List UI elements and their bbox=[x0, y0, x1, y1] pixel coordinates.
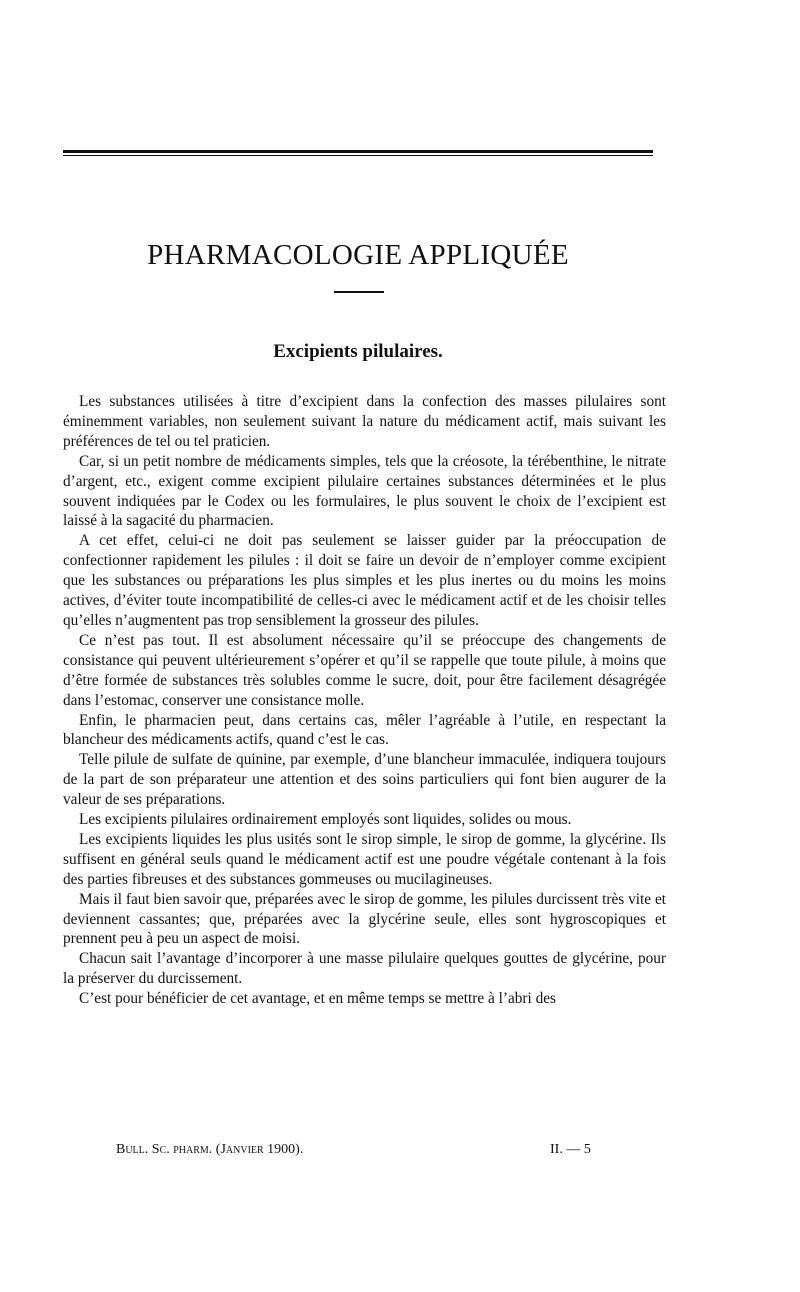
paragraph: Telle pilule de sulfate de quinine, par exemple, d’une blancheur immaculée, indiquera toujours de la part de son préparateur une attention et des soins particuliers qui font bien augurer de la valeur de ses préparations. bbox=[63, 751, 666, 809]
paragraph: Les excipients liquides les plus usités sont le sirop simple, le sirop de gomme, la glycérine. Ils suffisent en général seuls quand le médicament actif est une poudre végétale contenant à la fois des parties fibreuses et des substances gommeuses ou mucilagineuses. bbox=[63, 830, 666, 888]
header-double-rule bbox=[63, 150, 653, 158]
paragraph: A cet effet, celui-ci ne doit pas seulement se laisser guider par la préoccupation de confectionner rapidement les pilules : il doit se faire un devoir de n’employer comme excipient que les substances ou préparations les plus simples et les plus inertes ou du moins les moins actives, d’éviter toute incompatibilité de celles-ci avec le médicament actif et de les choisir telles qu’elles n’augmentent pas trop sensiblement la grosseur des pilules. bbox=[63, 532, 666, 629]
page-footer bbox=[63, 1140, 666, 1160]
title-divider bbox=[334, 291, 384, 293]
paragraph: Les excipients pilulaires ordinairement employés sont liquides, solides ou mous. bbox=[79, 811, 572, 829]
paragraph: Les substances utilisées à titre d’excipient dans la confection des masses pilulaires sont éminemment variables, non seulement suivant la nature du médicament actif, mais suivant les préférences de tel ou tel praticien. bbox=[63, 393, 666, 450]
page-number: II. — 5 bbox=[550, 1142, 591, 1157]
paragraph: C’est pour bénéficier de cet avantage, et en même temps se mettre à l’abri des bbox=[79, 990, 556, 1008]
journal-citation: Bull. Sc. pharm. (Janvier 1900). bbox=[116, 1142, 304, 1157]
article-body bbox=[63, 392, 666, 1009]
paragraph: Enfin, le pharmacien peut, dans certains cas, mêler l’agréable à l’utile, en respectant la blancheur des médicaments actifs, quand c’est le cas. bbox=[63, 711, 666, 749]
page-title: PHARMACOLOGIE APPLIQUÉE bbox=[147, 239, 569, 271]
paragraph: Ce n’est pas tout. Il est absolument nécessaire qu’il se préoccupe des changements de consistance qui peuvent ultérieurement s’opérer et qu’il se rappelle que toute pilule, à moins que d’être formée de substances très solubles comme le sucre, doit, pour être facilement désagrégée dans l’estomac, conserver une consistance molle. bbox=[63, 631, 666, 709]
paragraph: Mais il faut bien savoir que, préparées avec le sirop de gomme, les pilules durcissent très vite et deviennent cassantes; que, préparées avec la glycérine seule, elles sont hygroscopiques et prennent peu à peu un aspect de moisi. bbox=[63, 890, 666, 948]
article-subtitle: Excipients pilulaires. bbox=[273, 341, 443, 362]
paragraph: Chacun sait l’avantage d’incorporer à une masse pilulaire quelques gouttes de glycérine, pour la préserver du durcissement. bbox=[63, 950, 666, 988]
paragraph: Car, si un petit nombre de médicaments simples, tels que la créosote, la térébenthine, le nitrate d’argent, etc., exigent comme excipient pilulaire certaines substances déterminées et le plus souvent indiquées par le Codex ou les formulaires, le plus souvent le choix de l’excipient est laissé à la sagacité du pharmacien. bbox=[63, 452, 666, 530]
